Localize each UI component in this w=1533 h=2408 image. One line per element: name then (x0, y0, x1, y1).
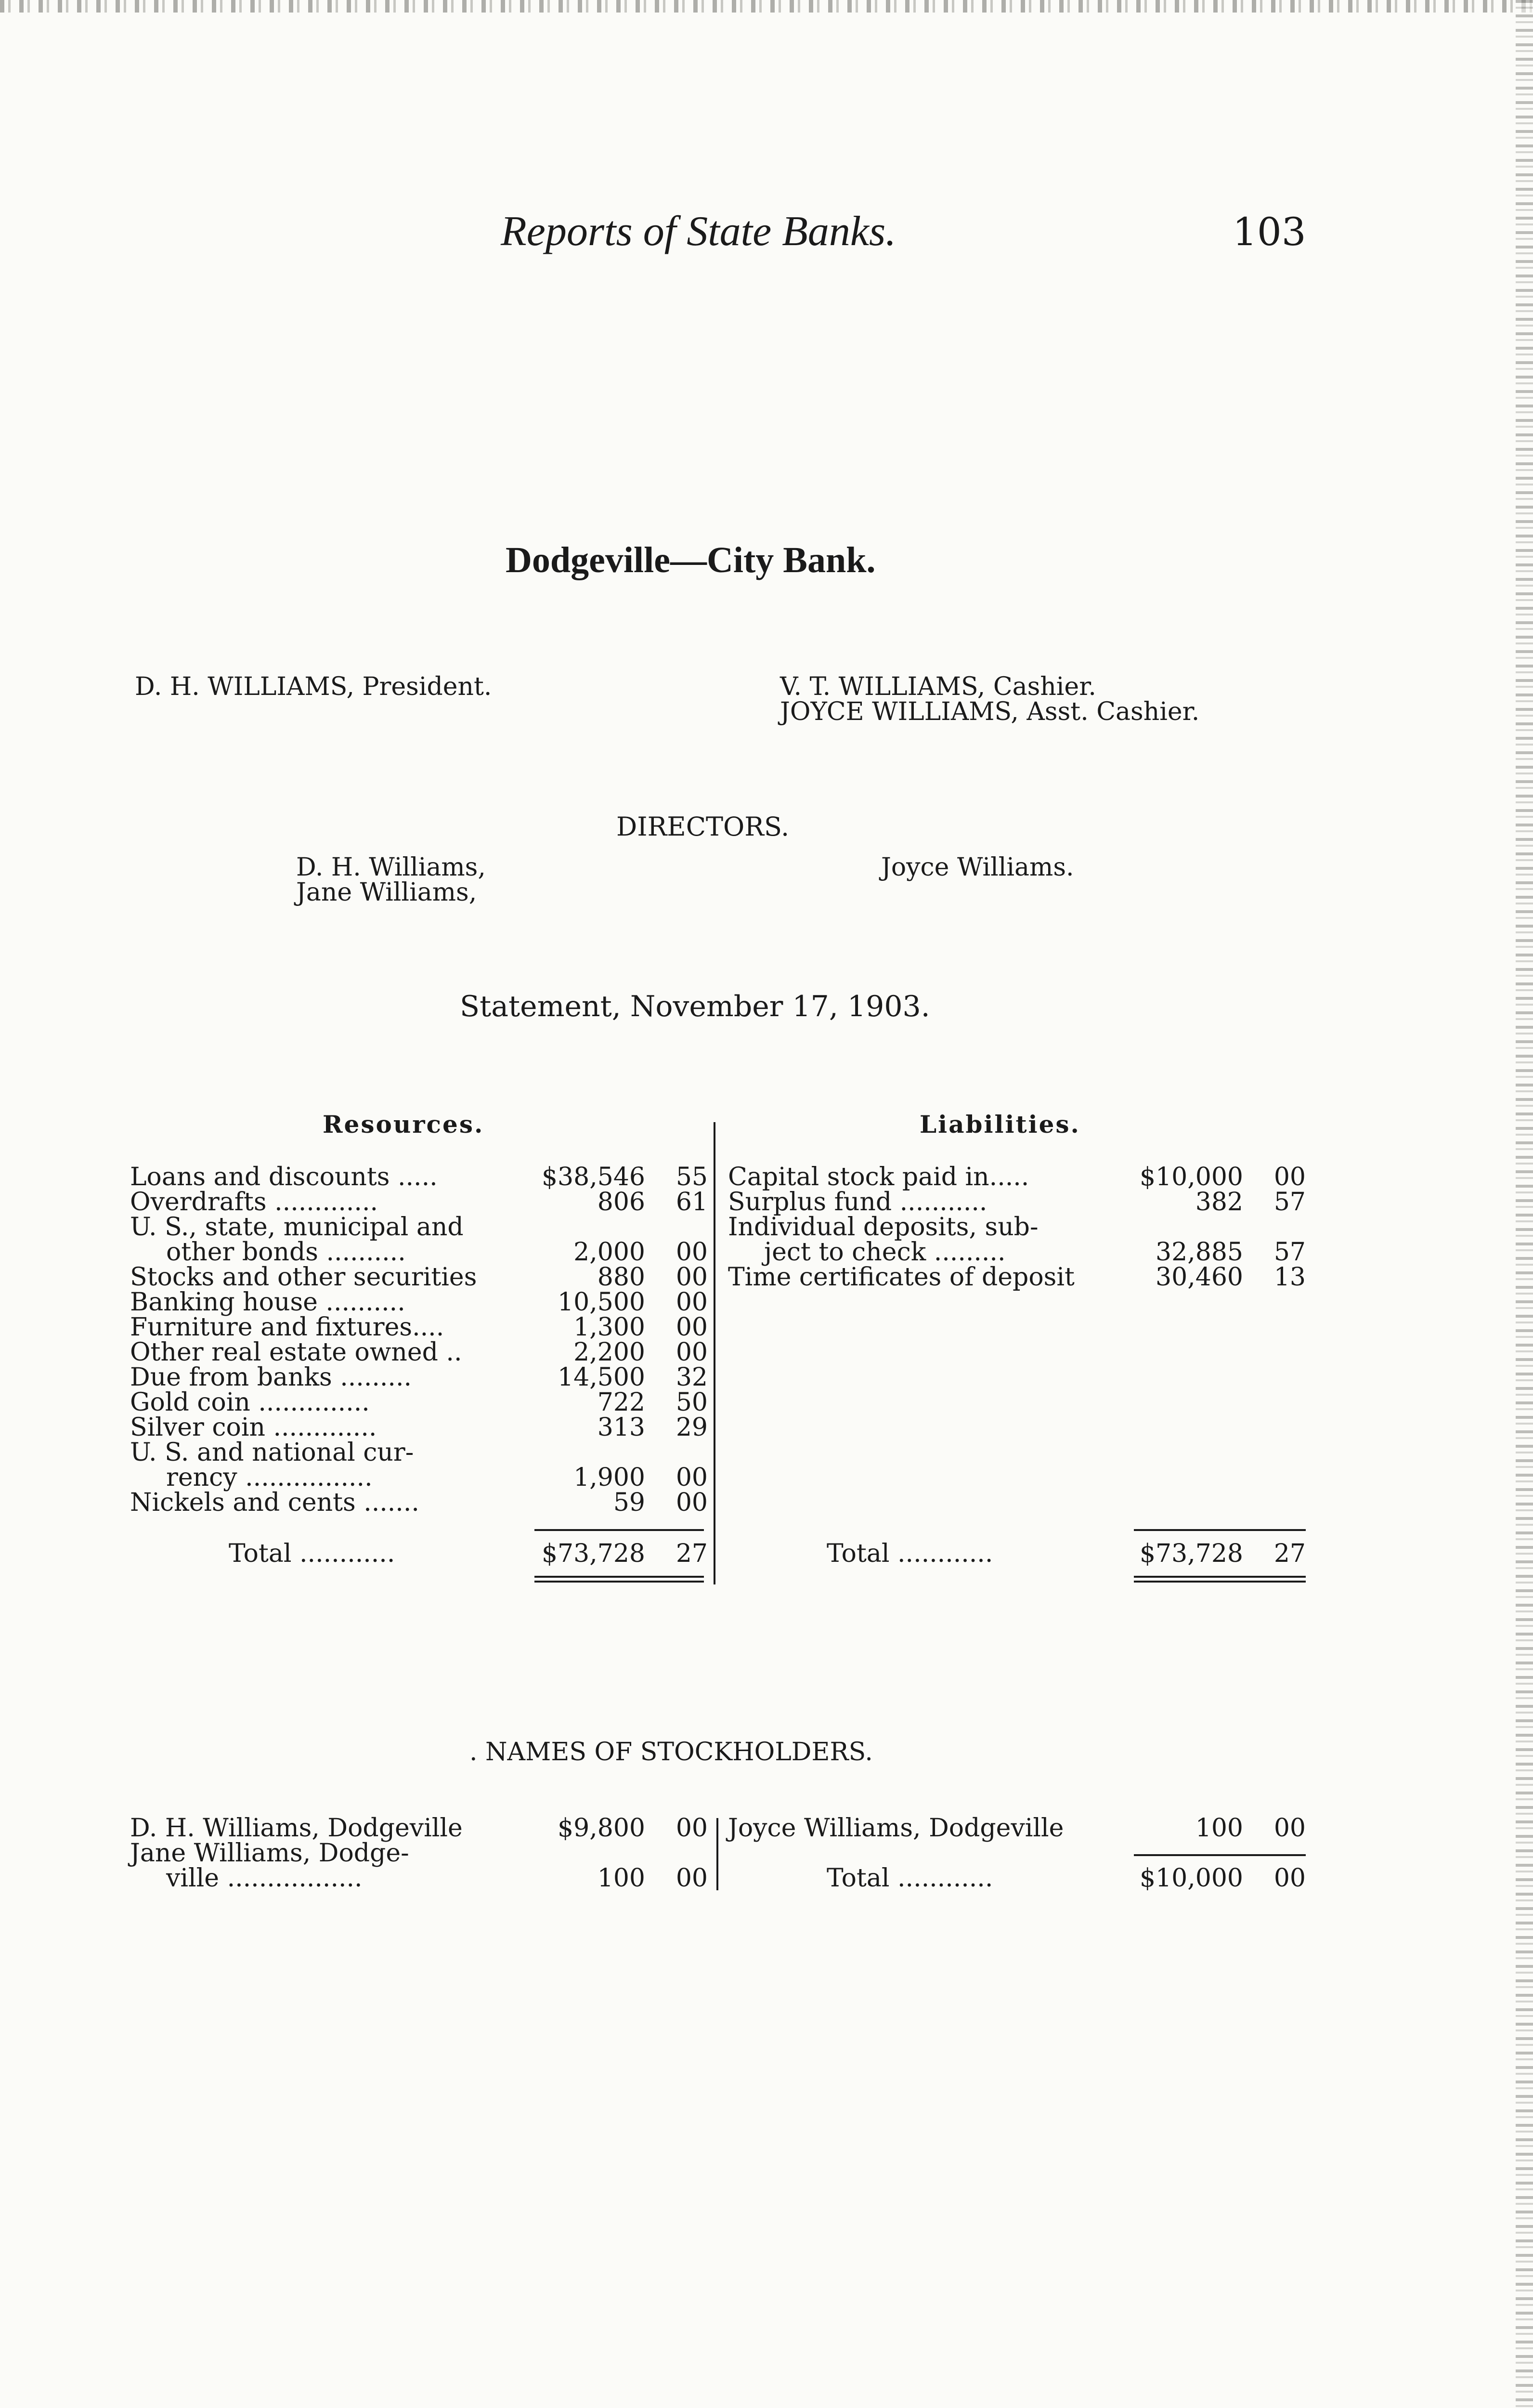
resources-total-rule (534, 1529, 704, 1531)
resources-row-label: Other real estate owned .. (130, 1338, 462, 1367)
page-number: 103 (1233, 209, 1306, 254)
liabilities-total-label: Total ............ (827, 1539, 993, 1568)
liabilities-double-rule (1134, 1576, 1306, 1578)
stockholder-name: D. H. Williams, Dodgeville (130, 1814, 463, 1843)
page-right-edge-shading (1516, 0, 1533, 2408)
liabilities-row-cents: 00 (1273, 1163, 1306, 1191)
resources-total-dollars: $73,728 (541, 1539, 645, 1568)
resources-row-cents: 00 (676, 1338, 708, 1367)
stockholders-total-rule (1134, 1854, 1306, 1856)
officer-asst-cashier: JOYCE WILLIAMS, Asst. Cashier. (780, 697, 1200, 726)
resources-row-label: Silver coin ............. (130, 1413, 377, 1442)
liabilities-total-rule (1134, 1529, 1306, 1531)
resources-row-label: Furniture and fixtures.... (130, 1313, 444, 1342)
resources-row-dollars: 722 (597, 1388, 645, 1417)
stockholders-total-cents: 00 (1273, 1864, 1306, 1893)
resources-row-label: rency ................ (166, 1463, 373, 1492)
resources-row-label: Nickels and cents ....... (130, 1488, 419, 1517)
director-name: Jane Williams, (296, 878, 477, 907)
stockholder-cents: 00 (1273, 1814, 1306, 1843)
resources-row-dollars: 313 (597, 1413, 645, 1442)
resources-total-cents: 27 (676, 1539, 708, 1568)
resources-row-dollars: 806 (597, 1188, 645, 1217)
resources-row-cents: 32 (676, 1363, 708, 1392)
liabilities-heading: Liabilities. (920, 1110, 1080, 1139)
resources-double-rule (534, 1581, 704, 1583)
officer-cashier: V. T. WILLIAMS, Cashier. (780, 672, 1096, 701)
resources-row-cents: 29 (676, 1413, 708, 1442)
resources-table (130, 1165, 708, 1531)
resources-row-cents: 55 (676, 1163, 708, 1191)
resources-row-dollars: 880 (597, 1263, 645, 1292)
resources-row-cents: 00 (676, 1313, 708, 1342)
liabilities-row-dollars: 30,460 (1156, 1263, 1243, 1292)
stockholder-name: Jane Williams, Dodge- (130, 1839, 409, 1868)
directors-heading: DIRECTORS. (616, 811, 790, 842)
resources-row-cents: 00 (676, 1263, 708, 1292)
running-title: Reports of State Banks. (501, 208, 896, 255)
resources-row-label: Banking house .......... (130, 1288, 405, 1317)
resources-row-cents: 00 (676, 1288, 708, 1317)
stockholder-dollars: 100 (597, 1864, 645, 1893)
stockholders-total-dollars: $10,000 (1139, 1864, 1243, 1893)
liabilities-row-dollars: 382 (1195, 1188, 1243, 1217)
resources-row-cents: 00 (676, 1238, 708, 1267)
resources-row-dollars: 2,200 (573, 1338, 645, 1367)
liabilities-row-label: ject to check ......... (764, 1238, 1006, 1267)
stockholders-left-list (130, 1816, 708, 1893)
bank-title: Dodgeville—City Bank. (506, 540, 876, 580)
liabilities-row-cents: 57 (1273, 1238, 1306, 1267)
liabilities-row-label: Time certificates of deposit (728, 1263, 1075, 1292)
stockholders-total-label: Total ............ (827, 1864, 993, 1893)
resources-row-label: Overdrafts ............. (130, 1188, 378, 1217)
stockholder-dollars: 100 (1195, 1814, 1243, 1843)
liabilities-row-label: Surplus fund ........... (728, 1188, 987, 1217)
stockholders-heading: . NAMES OF STOCKHOLDERS. (469, 1738, 873, 1767)
stockholder-name: ville ................. (166, 1864, 363, 1893)
resources-row-label: U. S. and national cur- (130, 1438, 414, 1467)
resources-row-dollars: 59 (613, 1488, 645, 1517)
officer-president: D. H. WILLIAMS, President. (135, 672, 492, 701)
page-top-edge-shading (0, 0, 1533, 13)
resources-row-dollars: 2,000 (573, 1238, 645, 1267)
resources-row-label: U. S., state, municipal and (130, 1213, 464, 1242)
liabilities-double-rule (1134, 1581, 1306, 1583)
stockholder-cents: 00 (676, 1864, 708, 1893)
stockholder-cents: 00 (676, 1814, 708, 1843)
resources-row-dollars: 14,500 (558, 1363, 645, 1392)
resources-heading: Resources. (323, 1110, 484, 1139)
director-name: D. H. Williams, (296, 853, 486, 882)
liabilities-table (728, 1165, 1306, 1295)
resources-row-cents: 50 (676, 1388, 708, 1417)
resources-row-cents: 61 (676, 1188, 708, 1217)
resources-row-label: Loans and discounts ..... (130, 1163, 438, 1191)
resources-total-label: Total ............ (229, 1539, 395, 1568)
resources-row-cents: 00 (676, 1463, 708, 1492)
resources-row-dollars: 1,900 (573, 1463, 645, 1492)
resources-row-dollars: $38,546 (541, 1163, 645, 1191)
resources-row-label: Gold coin .............. (130, 1388, 370, 1417)
liabilities-row-cents: 13 (1273, 1263, 1306, 1292)
statement-title: Statement, November 17, 1903. (460, 990, 930, 1023)
stockholders-divider (716, 1818, 718, 1890)
resources-row-dollars: 1,300 (573, 1313, 645, 1342)
liabilities-row-label: Individual deposits, sub- (728, 1213, 1039, 1242)
column-divider (714, 1122, 715, 1584)
liabilities-row-label: Capital stock paid in..... (728, 1163, 1029, 1191)
stockholder-name: Joyce Williams, Dodgeville (728, 1814, 1064, 1843)
liabilities-row-dollars: 32,885 (1156, 1238, 1243, 1267)
resources-double-rule (534, 1576, 704, 1578)
resources-row-label: Stocks and other securities (130, 1263, 477, 1292)
resources-row-cents: 00 (676, 1488, 708, 1517)
resources-row-dollars: 10,500 (558, 1288, 645, 1317)
liabilities-total-dollars: $73,728 (1139, 1539, 1243, 1568)
stockholder-dollars: $9,800 (558, 1814, 645, 1843)
liabilities-total-cents: 27 (1273, 1539, 1306, 1568)
director-name: Joyce Williams. (881, 853, 1074, 882)
liabilities-row-cents: 57 (1273, 1188, 1306, 1217)
liabilities-row-dollars: $10,000 (1139, 1163, 1243, 1191)
resources-row-label: other bonds .......... (166, 1238, 406, 1267)
resources-row-label: Due from banks ......... (130, 1363, 412, 1392)
